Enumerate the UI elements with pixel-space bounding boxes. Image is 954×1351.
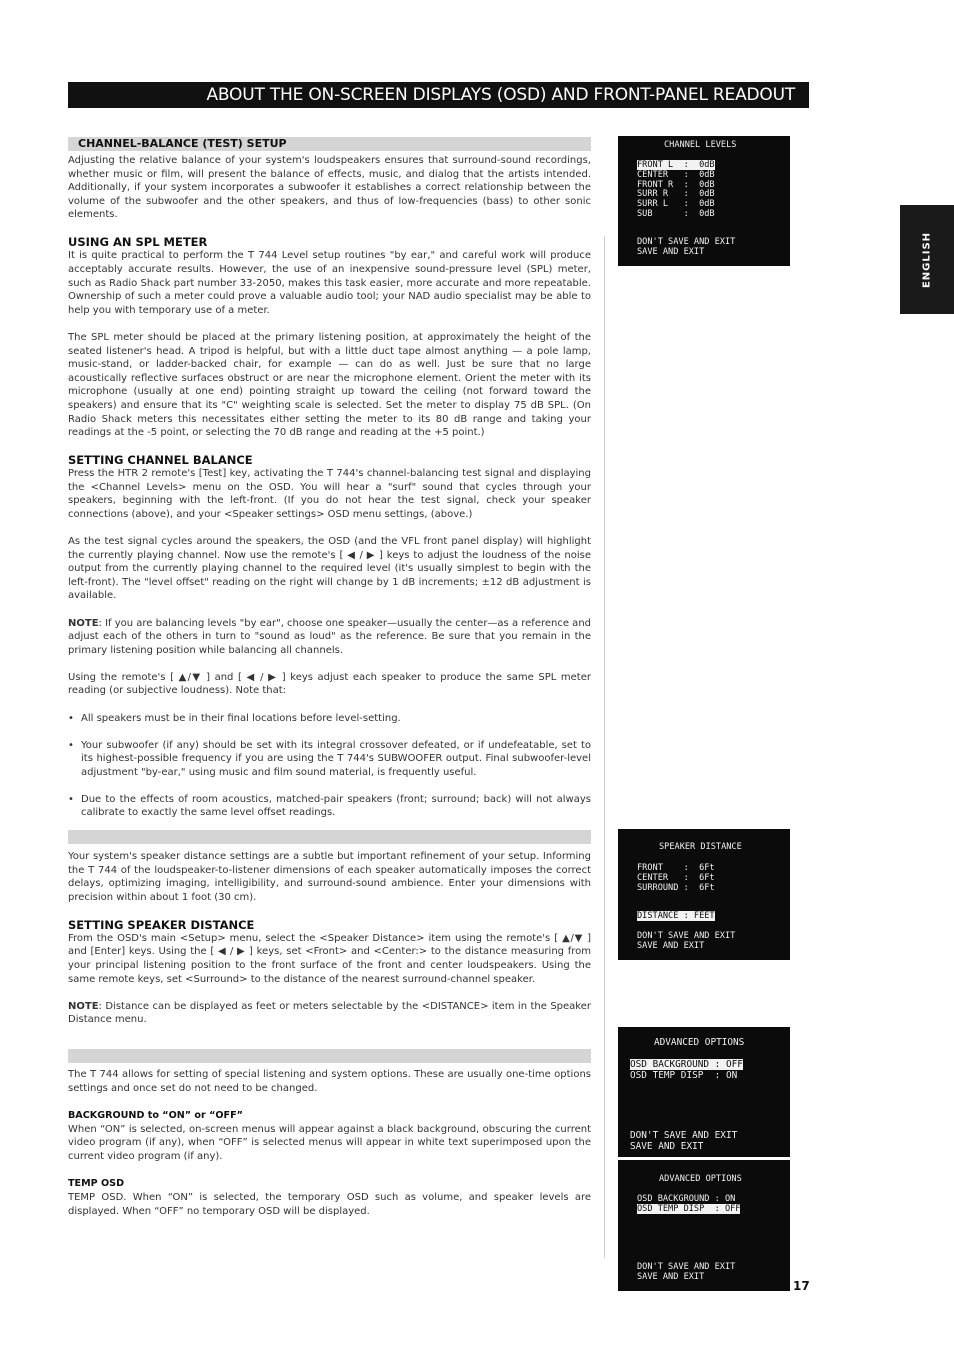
osd-row: FRONT R : 0dB (637, 179, 715, 190)
osd-title: SPEAKER DISTANCE (659, 842, 742, 852)
osd-rows (637, 1195, 740, 1215)
column-divider (604, 236, 605, 1258)
channel-balance-column (68, 154, 591, 834)
osd-action: DON'T SAVE AND EXIT (637, 237, 736, 247)
osd-distance-row (637, 912, 715, 922)
osd-row: SURR L : 0dB (637, 199, 715, 210)
osd-row-highlighted: DISTANCE : FEET (637, 911, 715, 921)
balance-note (68, 617, 591, 658)
osd-actions (637, 1263, 735, 1283)
background-heading: BACKGROUND to “ON” or “OFF” (68, 1109, 243, 1121)
distance-note-label: NOTE (68, 1000, 99, 1012)
osd-action: SAVE AND EXIT (637, 246, 705, 257)
list-item: • Your subwoofer (if any) should be set with its integral crossover defeated, or if undefeatable, set to its highest-possible frequency if you are using the T 744's SUBWOOFER output. Final subwoofer-level adjustment "by-ear," using music and film sound material, is frequently useful. (68, 739, 591, 780)
page-title: ABOUT THE ON-SCREEN DISPLAYS (OSD) AND FRONT-PANEL READOUT (68, 82, 809, 108)
language-tab-label: ENGLISH (921, 231, 933, 289)
osd-rows (630, 1060, 743, 1082)
osd-advanced-options-1 (618, 1027, 790, 1157)
setting-balance-paragraph-1: Press the HTR 2 remote's [Test] key, activating the T 744's channel-balancing test signal and displaying the <Channel Levels> menu on the OSD. You will hear a "surf" sound that cycles through your speakers, beginning with the left-front. (If you do not hear the test signal, check your speaker connections (above), and your <Speaker settings> OSD menu settings, (above.) (68, 468, 591, 520)
advanced-intro: The T 744 allows for setting of special listening and system options. These are usually one-time options settings and once set do not need to be changed. (68, 1069, 591, 1094)
osd-row-highlighted: OSD TEMP DISP : OFF (637, 1203, 741, 1214)
osd-title: ADVANCED OPTIONS (659, 1174, 742, 1184)
osd-row: OSD BACKGROUND : ON (637, 1194, 736, 1204)
osd-action: DON'T SAVE AND EXIT (630, 1130, 738, 1141)
osd-row: OSD TEMP DISP : ON (630, 1069, 738, 1081)
advanced-options-column (68, 1068, 591, 1218)
setting-balance-paragraph-2: As the test signal cycles around the speakers, the OSD (and the VFL front panel display) will highlight the currently playing channel. Now use the remote's [ ◀ / ▶ ] keys to adjust the loudness of the noise output from the currently playing channel to the required level (it's usually simplest to begin with the left-front). The "level offset" reading on the right will change by 1 dB increments; ±12 dB adjustment is available. (68, 536, 591, 602)
distance-note (68, 1000, 591, 1027)
osd-row: CENTER : 0dB (637, 169, 715, 180)
osd-row: SURR R : 0dB (637, 189, 715, 200)
section-bar-advanced-options (68, 1049, 591, 1063)
temp-osd-heading: TEMP OSD (68, 1177, 125, 1189)
speaker-distance-intro: Your system's speaker distance settings are a subtle but important refinement of your setup. Informing the T 744 of the loudspeaker-to-listener dimensions of each speaker automatically imposes the correct delays, optimizing imaging, intelligibility, and surround-sound ambience. Enter your dimensions with precision within about 1 foot (30 cm). (68, 851, 591, 903)
language-tab (900, 205, 954, 314)
osd-action: SAVE AND EXIT (637, 1271, 705, 1282)
osd-actions (637, 932, 735, 952)
balance-bullet-list (68, 712, 591, 821)
osd-title: ADVANCED OPTIONS (654, 1037, 745, 1048)
osd-actions (630, 1131, 737, 1153)
osd-actions (637, 238, 735, 258)
distance-note-text: : Distance can be displayed as feet or meters selectable by the <DISTANCE> item in the Speaker Distance menu. (68, 1000, 591, 1026)
speaker-distance-column (68, 850, 591, 1040)
osd-rows (637, 864, 715, 893)
osd-channel-levels (618, 136, 790, 266)
channel-balance-intro: Adjusting the relative balance of your system's loudspeakers ensures that surround-sound recordings, whether music or film, will present the balance of effects, music, and dialog that the artists intended. Additionally, if your system incorporates a subwoofer it establishes a correct relationship between the volume of the subwoofer and the other speakers, and thus of low-frequencies (bass) to other sonic elements. (68, 155, 591, 221)
spl-meter-heading: USING AN SPL METER (68, 235, 208, 250)
osd-title: CHANNEL LEVELS (664, 140, 737, 150)
osd-speaker-distance (618, 829, 790, 960)
osd-row-highlighted: OSD BACKGROUND : OFF (630, 1059, 743, 1070)
osd-row-highlighted: FRONT L : 0dB (637, 160, 715, 170)
list-item: • Due to the effects of room acoustics, matched-pair speakers (front; surround; back) will not always calibrate to exactly the same level offset readings. (68, 793, 591, 820)
osd-advanced-options-2 (618, 1160, 790, 1291)
osd-row: SURROUND : 6Ft (637, 882, 715, 893)
setting-distance-paragraph: From the OSD's main <Setup> menu, select the <Speaker Distance> item using the remote's [ ▲/▼ ] and [Enter] keys. Using the [ ◀ / ▶ ] keys, set <Front> and <Center:> to the distance measuring from your principal listening position to the front surface of the front and center loudspeakers. Using the same remote keys, set <Surround> to the distance of the nearest surround-channel speaker. (68, 932, 591, 985)
osd-action: SAVE AND EXIT (637, 940, 705, 951)
spl-meter-paragraph-1: It is quite practical to perform the T 744 Level setup routines "by ear," and careful work will produce acceptably accurate results. However, the use of an inexpensive sound-pressure level (SPL) meter, such as Radio Shack part number 33-2050, makes this task easier, more accurate and more repeatable. Ownership of such a meter could prove a valuable audio tool; your NAD audio specialist may be able to help you with temporary use of a meter. (68, 250, 591, 316)
setting-balance-paragraph-3: Using the remote's [ ▲/▼ ] and [ ◀ / ▶ ] keys adjust each speaker to produce the same SPL meter reading (or subjective loudness). Note that: (68, 671, 591, 697)
balance-note-text: : If you are balancing levels "by ear", choose one speaker—usually the center—as a reference and adjust each of the others in turn to "sound as loud" as the reference. Be sure that you remain in the primary listening position while balancing all channels. (68, 617, 591, 656)
osd-row: CENTER : 6Ft (637, 872, 715, 883)
setting-balance-heading: SETTING CHANNEL BALANCE (68, 453, 253, 468)
spl-meter-paragraph-2: The SPL meter should be placed at the primary listening position, at approximately the height of the seated listener's head. A tripod is helpful, but with a little duct tape almost anything — a pole lamp, music-stand, or ladder-backed chair, for example — can do as well. Just be sure that no large acoustically reflective surfaces obstruct or are near the microphone element. Orient the meter with its microphone (usually at one end) pointing straight up toward the ceiling (not forward toward the speakers) and ensure that its "C" weighting scale is selected. Set the meter to display 75 dB SPL. (On Radio Shack meters this necessitates either setting the meter to its 80 dB range and taking your readings at the -5 point, or selecting the 70 dB range and reading at the +5 point.) (68, 331, 591, 439)
osd-action: SAVE AND EXIT (630, 1140, 704, 1152)
temp-osd-text: TEMP OSD. When “ON” is selected, the temporary OSD such as volume, and speaker levels are displayed. When “OFF” no temporary OSD will be displayed. (68, 1191, 591, 1217)
osd-action: DON'T SAVE AND EXIT (637, 931, 736, 941)
page-number: 17 (793, 1279, 810, 1293)
osd-row: SUB : 0dB (637, 208, 715, 219)
osd-rows (637, 161, 715, 220)
section-bar-channel-balance: CHANNEL-BALANCE (TEST) SETUP (68, 137, 591, 151)
osd-row: FRONT : 6Ft (637, 863, 715, 873)
setting-distance-heading: SETTING SPEAKER DISTANCE (68, 917, 255, 932)
balance-note-label: NOTE (68, 617, 99, 629)
list-item: • All speakers must be in their final locations before level-setting. (68, 712, 591, 726)
background-text: When “ON” is selected, on-screen menus will appear against a black background, obscuring the current video program (if any), when “OFF” is selected menus will appear in white text superimposed upon the current video program (if any). (68, 1123, 591, 1162)
section-bar-speaker-distance (68, 830, 591, 844)
osd-action: DON'T SAVE AND EXIT (637, 1262, 736, 1272)
